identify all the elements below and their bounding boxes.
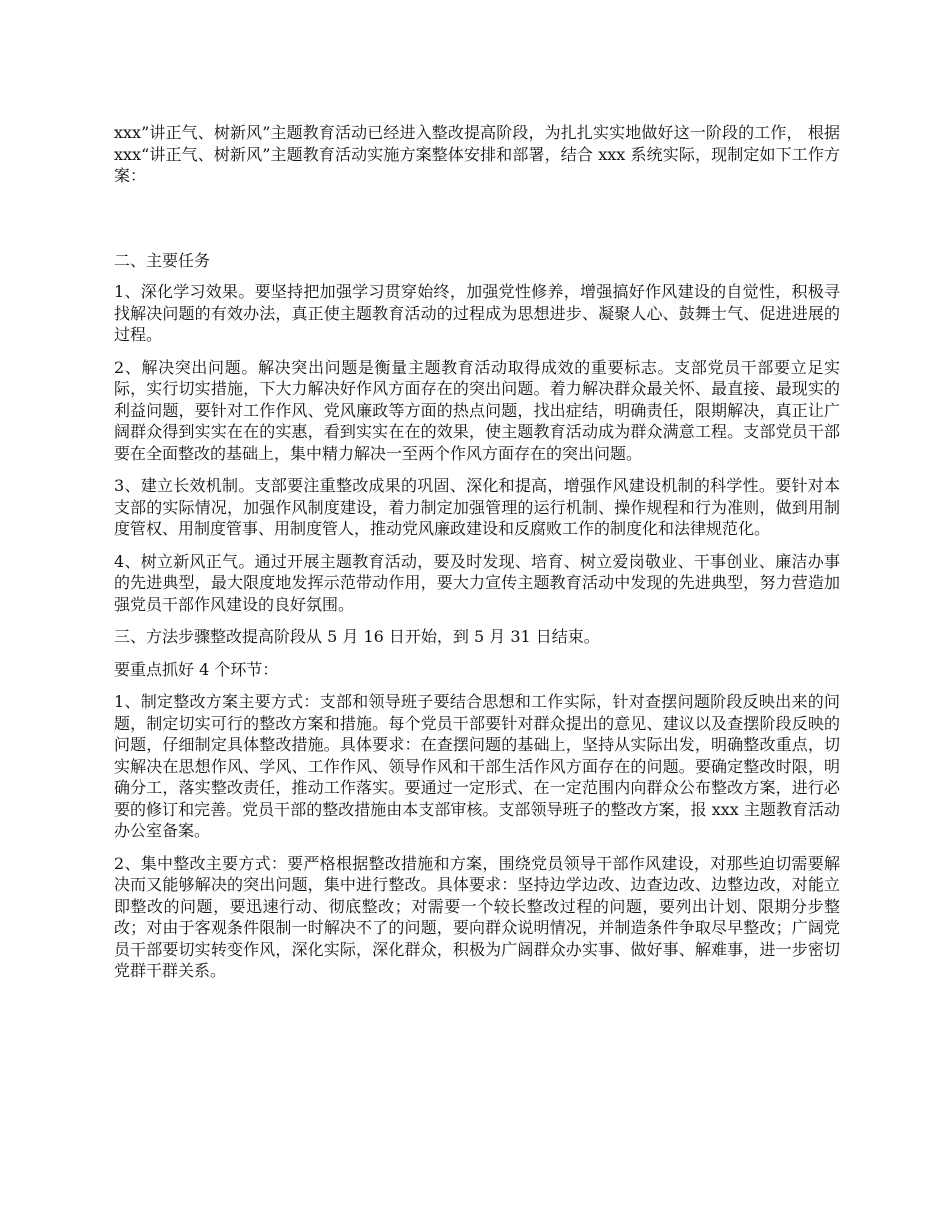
section-heading-methods: 三、方法步骤整改提高阶段从 5 月 16 日开始，到 5 月 31 日结束。 (114, 627, 600, 646)
step-1-paragraph: 1、制定整改方案主要方式：支部和领导班子要结合思想和工作实际，针对查摆问题阶段反映出来的问题，制定切实可行的整改方案和措施。每个党员干部要针对群众提出的意见、建议以及查摆阶段反映的问题，仔细制定具体整改措施。具体要求：在查摆问题的基础上，坚持从实际出发，明确整改重点，切实解决在思想作风、学风、工作作风、领导作风和干部生活作风方面存在的问题。要确定整改时限，明确分工，落实整改责任，推动工作落实。要通过一定形式、在一定范围内向群众公布整改方案，进行必要的修订和完善。党员干部的整改措施由本支部审核。支部领导班子的整改方案，报 xxx 主题教育活动办公室备案。 (114, 692, 840, 840)
step-2-paragraph: 2、集中整改主要方式：要严格根据整改措施和方案，围绕党员领导干部作风建设，对那些迫切需要解决而又能够解决的突出问题，集中进行整改。具体要求：坚持边学边改、边查边改、边整边改，对能立即整改的问题，要迅速行动、彻底整改；对需要一个较长整改过程的问题，要列出计划、限期分步整改；对由于客观条件限制一时解决不了的问题，要向群众说明情况，并制造条件争取尽早整改；广阔党员干部要切实转变作风，深化实际，深化群众，积极为广阔群众办实事、做好事、解难事，进一步密切党群干群关系。 (114, 853, 840, 980)
document-body (114, 122, 840, 993)
task-4-paragraph: 4、树立新风正气。通过开展主题教育活动，要及时发现、培育、树立爱岗敬业、干事创业、廉洁办事的先进典型，最大限度地发挥示范带动作用，要大力宣传主题教育活动中发现的先进典型，努力营造加强党员干部作风建设的良好氛围。 (114, 551, 840, 614)
task-1-paragraph: 1、深化学习效果。要坚持把加强学习贯穿始终，加强党性修养，增强搞好作风建设的自觉性，积极寻找解决问题的有效办法，真正使主题教育活动的过程成为思想进步、凝聚人心、鼓舞士气、促进进展的过程。 (114, 282, 840, 344)
task-3-paragraph: 3、建立长效机制。支部要注重整改成果的巩固、深化和提高，增强作风建设机制的科学性。要针对本支部的实际情况，加强作风制度建设，着力制定加强管理的运行机制、操作规程和行为准则，做到用制度管权、用制度管事、用制度管人，推动党风廉政建设和反腐败工作的制度化和法律规范化。 (114, 476, 840, 538)
key-links-intro: 要重点抓好 4 个环节： (114, 659, 279, 679)
task-2-paragraph: 2、解决突出问题。解决突出问题是衡量主题教育活动取得成效的重要标志。支部党员干部要立足实际，实行切实措施，下大力解决好作风方面存在的突出问题。着力解决群众最关怀、最直接、最现实的利益问题，要针对工作作风、党风廉政等方面的热点问题，找出症结，明确责任，限期解决，真正让广阔群众得到实实在在的实惠，看到实实在在的效果，使主题教育活动成为群众满意工程。支部党员干部要在全面整改的基础上，集中精力解决一至两个作风方面存在的突出问题。 (114, 357, 840, 463)
section-heading-main-tasks: 二、主要任务 (114, 250, 211, 270)
intro-paragraph: xxx”讲正气、树新风”主题教育活动已经进入整改提高阶段，为扎扎实实地做好这一阶段的工作， 根据 xxx“讲正气、树新风”主题教育活动实施方案整体安排和部署，结合 xxx 系统实际，现制定如下工作方案： (114, 123, 840, 185)
